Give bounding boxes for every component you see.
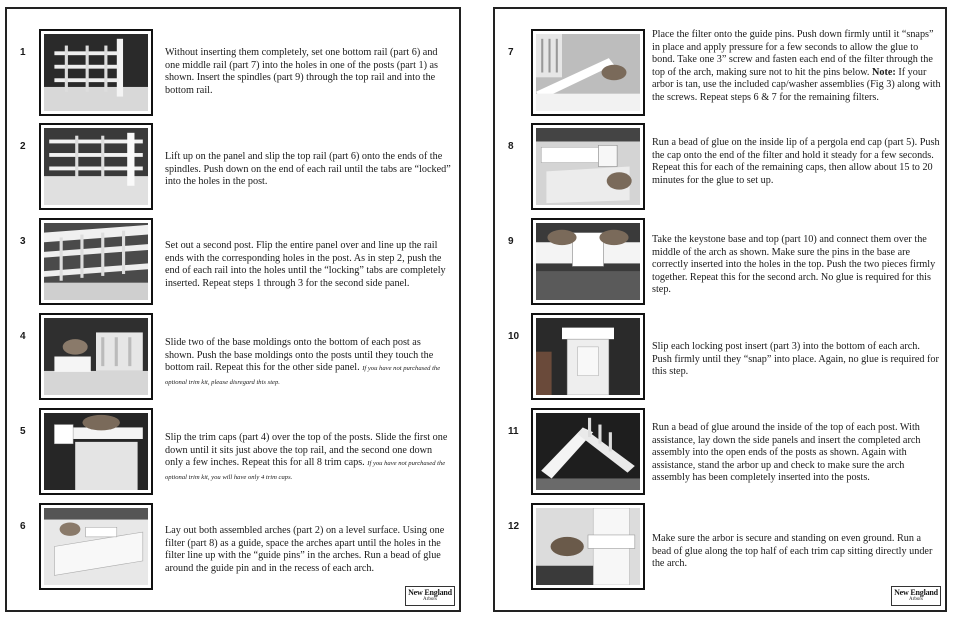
step-text: Slip each locking post insert (part 3) into the bottom of each arch. Push firmly until they “snap” into place. Again, no glue is required for this step.	[652, 341, 939, 378]
step-number: 10	[508, 331, 520, 342]
step-11-photo	[531, 408, 645, 495]
step-text	[165, 432, 451, 484]
step-text: Lift up on the panel and slip the top rail (part 6) onto the ends of the spindles. Push down on the end of each rail until the tabs are “locked” into the holes in the post.	[165, 151, 451, 188]
step-8-photo	[531, 123, 645, 210]
step-text: Make sure the arbor is secure and standing on even ground. Run a bead of glue along the top half of each trim cap sitting directly under the arch.	[652, 533, 933, 570]
new-england-arbors-logo	[891, 586, 941, 606]
step-instruction: Slide two of the base moldings onto the bottom of each post as shown. Push the base moldings onto the posts until they touch the bottom rail. Repeat this for the other side panel.	[165, 337, 434, 374]
step-11	[495, 408, 945, 500]
step-instruction: Place the filter onto the guide pins. Push down firmly until it “snaps” in place and apply pressure for a few seconds to allow the glue to bond. Take one 3” screw and fasten each end of the filter through the top of the arch, making sure not to hit the pins below.	[652, 29, 934, 78]
step-6	[7, 503, 459, 595]
step-3-photo	[39, 218, 153, 305]
logo-sub: Arbors	[423, 597, 437, 602]
step-number: 8	[508, 141, 514, 152]
step-12-photo	[531, 503, 645, 590]
step-3	[7, 218, 459, 310]
step-9	[495, 218, 945, 310]
step-text: Set out a second post. Flip the entire panel over and line up the rail ends with the corresponding holes in the post. As in step 2, push the end of each rail into the holes until the “locking” tabs are completely inserted. Repeat steps 1 through 3 for the second side panel.	[165, 240, 446, 289]
step-number: 9	[508, 236, 514, 247]
step-6-photo	[39, 503, 153, 590]
new-england-arbors-logo	[405, 586, 455, 606]
logo-sub: Arbors	[909, 597, 923, 602]
step-7-photo	[531, 29, 645, 116]
step-12	[495, 503, 945, 595]
step-number: 6	[20, 521, 26, 532]
step-8	[495, 123, 945, 215]
step-text: Run a bead of glue on the inside lip of a pergola end cap (part 5). Push the cap onto the end of the filter and hold it steady for a few seconds. Repeat this for each of the remaining caps, then allow about 15 to 20 minutes for the glue to set up.	[652, 137, 940, 186]
step-note: If you have not purchased the optional trim kit, please disregard this step.	[165, 365, 441, 386]
step-number: 5	[20, 426, 26, 437]
step-text: Run a bead of glue around the inside of the top of each post. With assistance, lay down the side panels and insert the completed arch assembly into the open ends of the posts as shown. Again with assistance, stand the arbor up and check to make sure the arch assembly has been completely inserted into the posts.	[652, 422, 921, 484]
step-text: Lay out both assembled arches (part 2) on a level surface. Using one filter (part 8) as a guide, space the arches apart until the holes in the filter line up with the “guide pins” in the arches. Run a bead of glue around the guide pin and in the recess of each arch.	[165, 525, 445, 574]
instruction-page-left	[5, 7, 461, 612]
step-2-photo	[39, 123, 153, 210]
step-instruction-cont: If your arbor is tan, use the included cap/washer assemblies (Fig 3) along with the screws. Repeat steps 6 & 7 for the remaining filters.	[652, 66, 941, 103]
step-2	[7, 123, 459, 215]
step-text	[165, 337, 451, 389]
step-5-photo	[39, 408, 153, 495]
step-4	[7, 313, 459, 405]
step-1	[7, 29, 459, 121]
step-number: 11	[508, 426, 519, 437]
step-number: 12	[508, 521, 520, 532]
step-number: 2	[20, 141, 26, 152]
logo-brand: New England	[408, 588, 452, 597]
step-text: Without inserting them completely, set one bottom rail (part 6) and one middle rail (part 7) into the holes in one of the posts (part 1) as shown. Insert the spindles (part 9) through the top rail and into the bottom rail.	[165, 47, 439, 96]
step-note-label: Note:	[872, 66, 896, 78]
step-9-photo	[531, 218, 645, 305]
step-text: Take the keystone base and top (part 10) and connect them over the middle of the arch as shown. Make sure the pins in the base are correctly inserted into the holes in the top. Push the two pieces firmly together. Repeat this for the second arch. No glue is required for this step.	[652, 234, 936, 296]
step-text	[652, 29, 942, 105]
step-10	[495, 313, 945, 405]
step-5	[7, 408, 459, 500]
step-note: If you have not purchased the optional trim kit, you will have only 4 trim caps.	[165, 460, 446, 481]
step-number: 4	[20, 331, 26, 342]
logo-brand: New England	[894, 588, 938, 597]
step-10-photo	[531, 313, 645, 400]
instruction-page-right	[493, 7, 947, 612]
step-7	[495, 29, 945, 121]
step-4-photo	[39, 313, 153, 400]
step-instruction: Slip the trim caps (part 4) over the top of the posts. Slide the first one down until it sits just above the top rail, and the second one down only a few inches. Repeat this for all 8 trim caps.	[165, 432, 448, 469]
step-1-photo	[39, 29, 153, 116]
step-number: 1	[20, 47, 26, 58]
step-number: 3	[20, 236, 26, 247]
step-number: 7	[508, 47, 514, 58]
